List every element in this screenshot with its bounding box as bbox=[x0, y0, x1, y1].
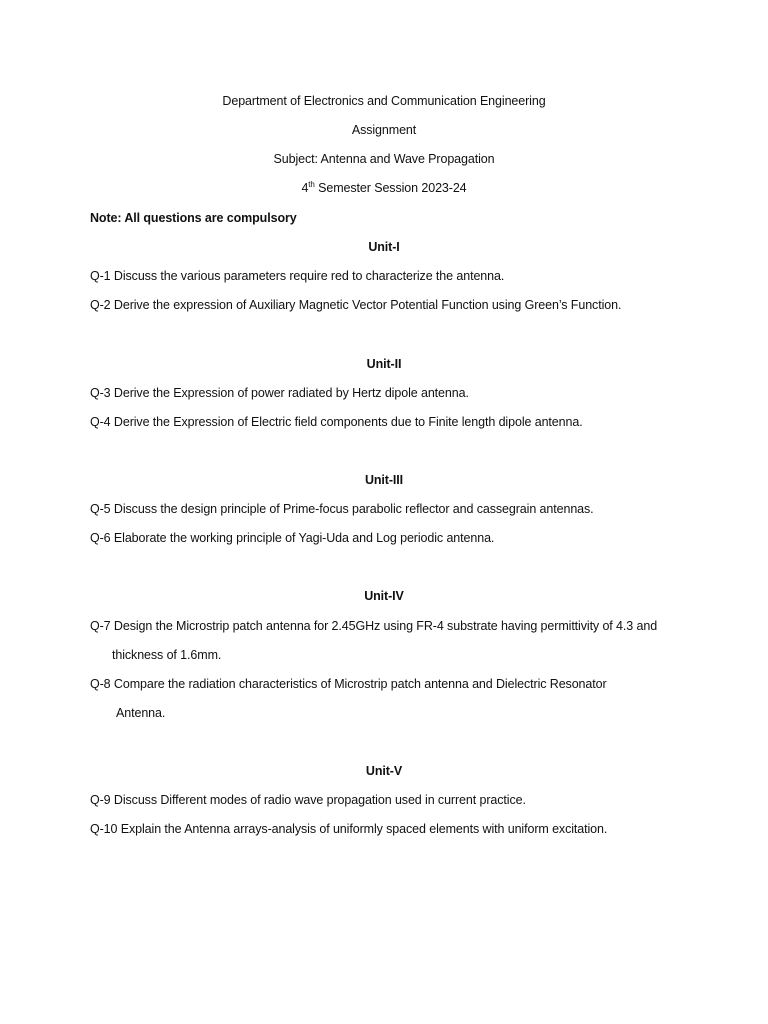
semester-number: 4 bbox=[301, 181, 309, 195]
semester-heading bbox=[0, 180, 768, 196]
semester-session: Semester Session 2023-24 bbox=[314, 181, 467, 195]
note-text: Note: All questions are compulsory bbox=[90, 211, 297, 225]
question-10: Q-10 Explain the Antenna arrays-analysis of uniformly spaced elements with uniform excitation. bbox=[90, 822, 608, 836]
department-heading: Department of Electronics and Communication Engineering bbox=[222, 94, 546, 108]
question-4: Q-4 Derive the Expression of Electric field components due to Finite length dipole antenna. bbox=[90, 415, 583, 429]
question-2: Q-2 Derive the expression of Auxiliary Magnetic Vector Potential Function using Green’s Function. bbox=[90, 298, 622, 312]
unit-4-title: Unit-IV bbox=[364, 589, 404, 603]
question-7-line-1: Q-7 Design the Microstrip patch antenna for 2.45GHz using FR-4 substrate having permittivity of 4.3 and bbox=[90, 619, 658, 633]
question-1: Q-1 Discuss the various parameters require red to characterize the antenna. bbox=[90, 269, 505, 283]
subject-heading: Subject: Antenna and Wave Propagation bbox=[273, 152, 495, 166]
question-7-line-2: thickness of 1.6mm. bbox=[112, 648, 222, 662]
unit-1-title: Unit-I bbox=[368, 240, 400, 254]
question-8-line-2: Antenna. bbox=[116, 706, 166, 720]
question-6: Q-6 Elaborate the working principle of Yagi-Uda and Log periodic antenna. bbox=[90, 531, 495, 545]
unit-2-title: Unit-II bbox=[366, 357, 402, 371]
document-type-heading: Assignment bbox=[351, 123, 417, 137]
unit-3-title: Unit-III bbox=[364, 473, 404, 487]
question-8-line-1: Q-8 Compare the radiation characteristics of Microstrip patch antenna and Dielectric Resonator bbox=[90, 677, 607, 691]
question-9: Q-9 Discuss Different modes of radio wave propagation used in current practice. bbox=[90, 793, 526, 807]
unit-5-title: Unit-V bbox=[365, 764, 403, 778]
question-3: Q-3 Derive the Expression of power radiated by Hertz dipole antenna. bbox=[90, 386, 469, 400]
semester-ordinal-suffix: th bbox=[308, 179, 315, 189]
question-5: Q-5 Discuss the design principle of Prime-focus parabolic reflector and cassegrain antennas. bbox=[90, 502, 594, 516]
